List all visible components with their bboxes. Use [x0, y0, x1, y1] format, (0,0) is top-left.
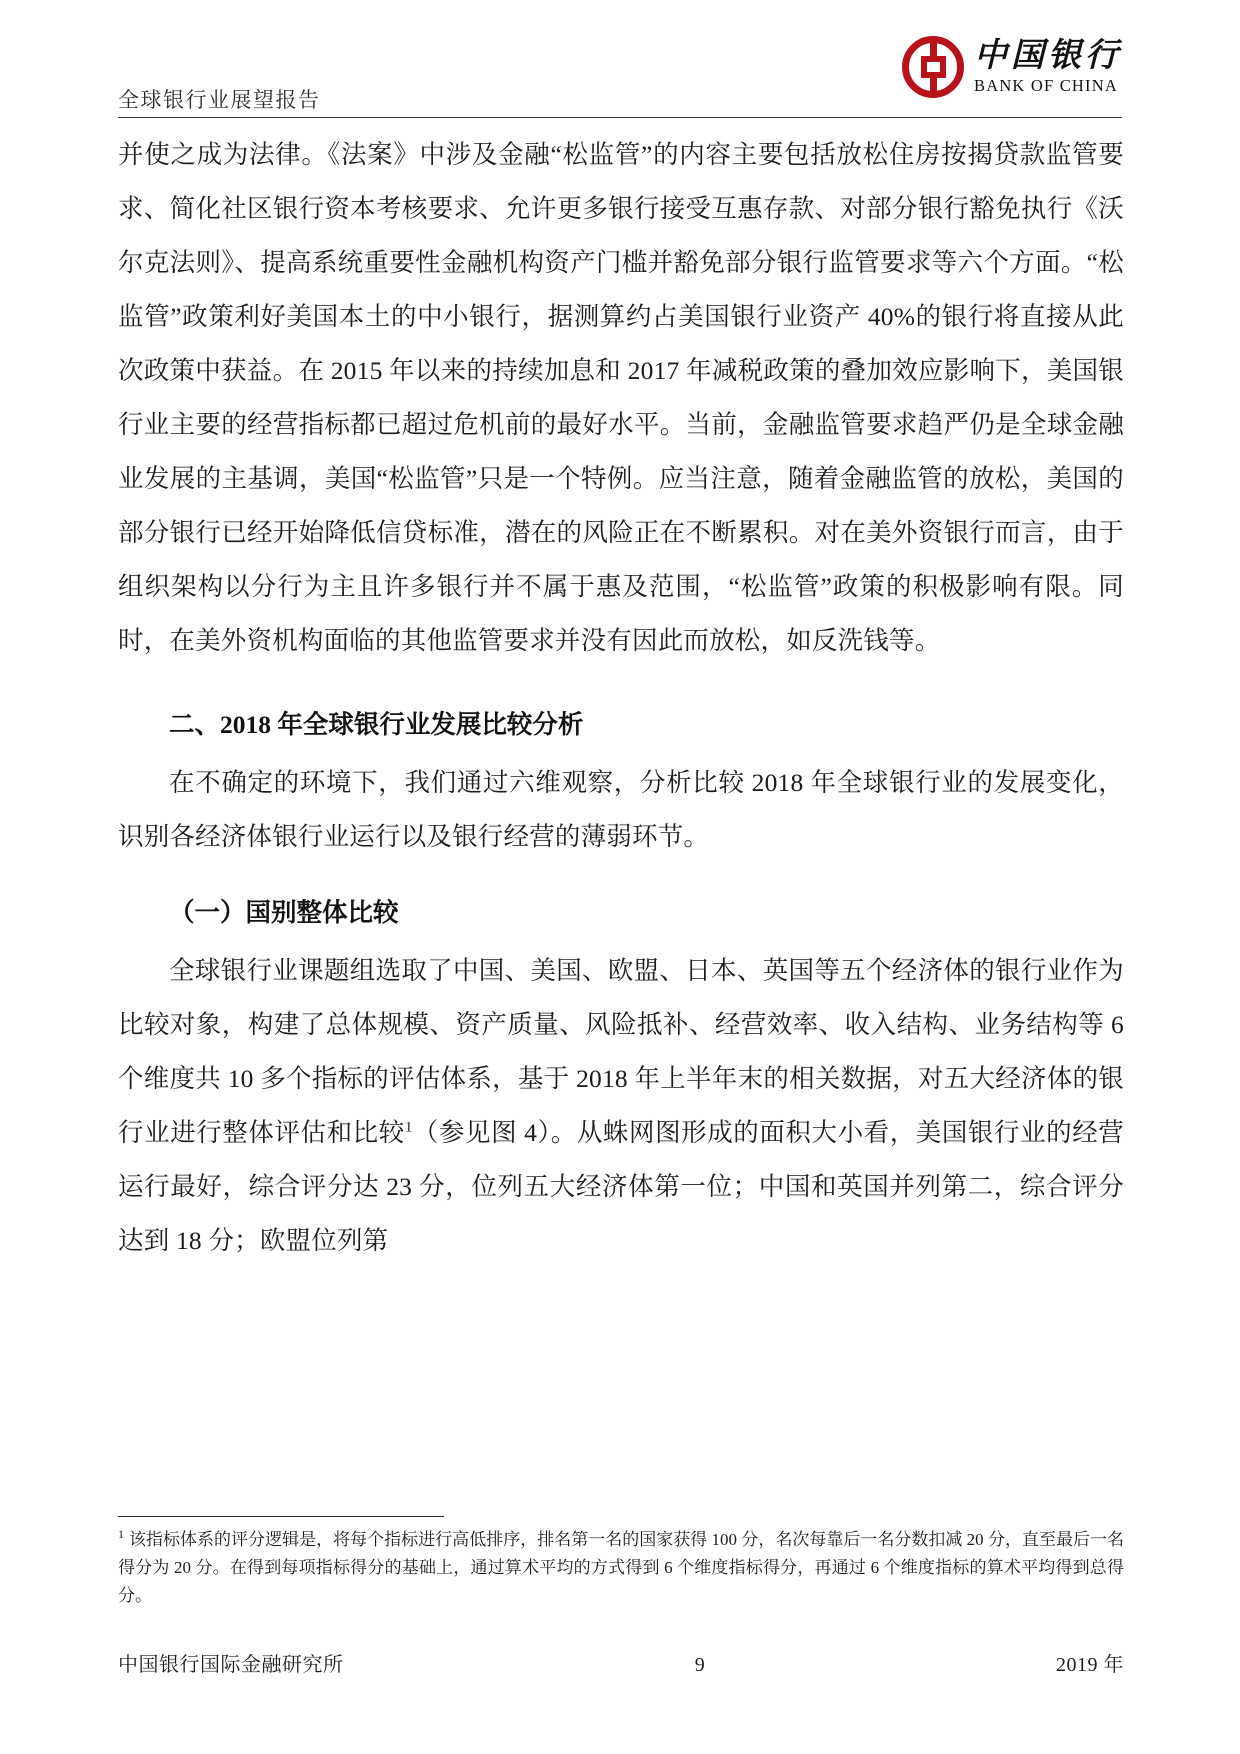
- page-header: [118, 36, 1122, 118]
- boc-english-name: BANK OF CHINA: [974, 75, 1118, 95]
- header-report-title: 全球银行业展望报告: [118, 88, 321, 112]
- paragraph-six-dimension-intro: 在不确定的环境下，我们通过六维观察，分析比较 2018 年全球银行业的发展变化，识别各经济体银行业运行以及银行经营的薄弱环节。: [118, 768, 1124, 851]
- footnote-block: [118, 1516, 1124, 1610]
- header-divider: [118, 117, 1122, 118]
- footnote-body-text: 该指标体系的评分逻辑是，将每个指标进行高低排序，排名第一名的国家获得 100 分，名次每靠后一名分数扣减 20 分，直至最后一名得分为 20 分。在得到每项指标得分的基础上，通过算术平均的方式得到 6 个维度指标得分，再通过 6 个维度指标的算术平均得到总得分。: [118, 1530, 1124, 1605]
- paragraph-country-comparison-part2: （参见图 4）。从蛛网图形成的面积大小看，美国银行业的经营运行最好，综合评分达 23 分，位列五大经济体第一位；中国和英国并列第二，综合评分达到 18 分；欧盟位列第: [118, 1118, 1124, 1255]
- boc-coin-square-hole: [921, 56, 946, 78]
- footnote-reference-marker[interactable]: 1: [404, 1119, 413, 1136]
- paragraph-deregulation: 并使之成为法律。《法案》中涉及金融“松监管”的内容主要包括放松住房按揭贷款监管要求、简化社区银行资本考核要求、允许更多银行接受互惠存款、对部分银行豁免执行《沃尔克法则》、提高系统重要性金融机构资产门槛并豁免部分银行监管要求等六个方面。“松监管”政策利好美国本土的中小银行，据测算约占美国银行业资产 40%的银行将直接从此次政策中获益。在 2015 年以来的持续加息和 2017 年减税政策的叠加效应影响下，美国银行业主要的经营指标都已超过危机前的最好水平。当前，金融监管要求趋严仍是全球金融业发展的主基调，美国“松监管”只是一个特例。应当注意，随着金融监管的放松，美国的部分银行已经开始降低信贷标准，潜在的风险正在不断累积。对在美外资银行而言，由于组织架构以分行为主且许多银行并不属于惠及范围，“松监管”政策的积极影响有限。同时，在美外资机构面临的其他监管要求并没有因此而放松，如反洗钱等。: [118, 140, 1124, 655]
- footnote-number: 1: [118, 1527, 124, 1542]
- page-footer: [118, 1648, 1124, 1677]
- boc-coin-icon: [902, 36, 964, 98]
- boc-logo-wordmark: [974, 35, 1122, 96]
- footnote-1: [118, 1526, 1124, 1610]
- paragraph-country-comparison: [118, 944, 1124, 1268]
- section-heading-2: 二、2018 年全球银行业发展比较分析: [169, 710, 584, 739]
- document-body: [118, 128, 1124, 1268]
- boc-chinese-name: 中国银行: [974, 35, 1122, 75]
- footer-year: 2019 年: [1056, 1654, 1124, 1676]
- footnote-divider: [118, 1516, 444, 1517]
- footer-institute-name: 中国银行国际金融研究所: [118, 1654, 344, 1676]
- subsection-heading-country-comparison: （一）国别整体比较: [169, 898, 399, 927]
- footer-page-number: 9: [694, 1654, 705, 1676]
- paragraph-country-comparison-part1: 全球银行业课题组选取了中国、美国、欧盟、日本、英国等五个经济体的银行业作为比较对象，构建了总体规模、资产质量、风险抵补、经营效率、收入结构、业务结构等 6 个维度共 10 多个指标的评估体系，基于 2018 年上半年末的相关数据，对五大经济体的银行业进行整体评估和比较: [118, 956, 1124, 1147]
- bank-of-china-logo: [902, 36, 1122, 98]
